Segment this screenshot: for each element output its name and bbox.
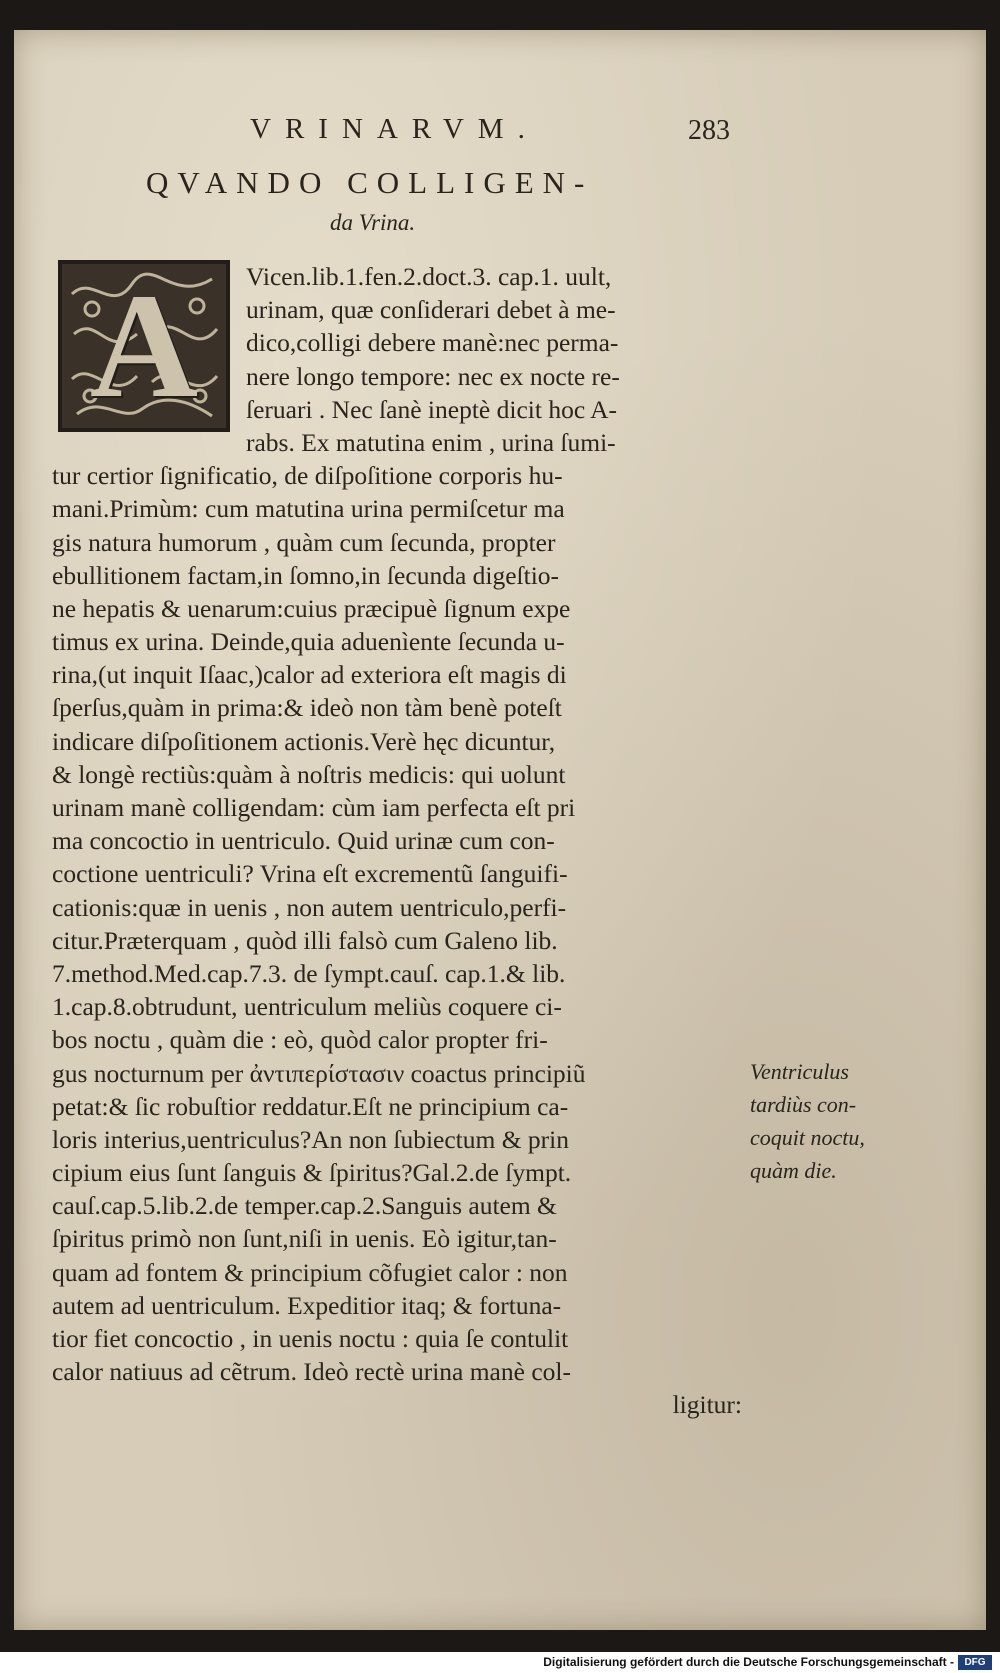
margin-note-line: quàm die.	[750, 1158, 837, 1183]
footer-bar	[0, 1652, 1000, 1673]
text-line: mani.Primùm: cum matutina urina permiſcetur ma	[52, 494, 565, 524]
text-line: calor natiuus ad cẽtrum. Ideò rectè urina manè col-	[52, 1357, 571, 1387]
body-text	[52, 260, 742, 1422]
text-line: bos noctu , quàm die : eò, quòd calor propter fri-	[52, 1025, 548, 1055]
text-line: urinam, quæ conſiderari debet à me-	[246, 295, 616, 325]
text-line: ebullitionem factam,in ſomno,in ſecunda digeſtio-	[52, 560, 560, 590]
text-line: autem ad uentriculum. Expeditior itaq; & fortuna-	[52, 1290, 562, 1320]
dfg-logo: DFG	[958, 1655, 992, 1670]
text-line: urinam manè colligendam: cùm iam perfecta eſt pri	[52, 793, 576, 822]
margin-note-line: tardiùs con-	[750, 1092, 857, 1117]
text-line: rabs. Ex matutina enim , urina ſumi-	[246, 427, 616, 457]
text-line: 1.cap.8.obtrudunt, uentriculum meliùs coquere ci-	[52, 992, 562, 1022]
text-line: rina,(ut inquit Iſaac,)calor ad exteriora eſt magis di	[52, 660, 567, 690]
text-line: ſpiritus primò non ſunt,niſi in uenis. Eò igitur,tan-	[52, 1224, 557, 1254]
page-number: 283	[688, 115, 730, 146]
text-line: & longè rectiùs:quàm à noſtris medicis: qui uolunt	[52, 759, 566, 789]
text-line: ſeruari . Nec ſanè ineptè dicit hoc A-	[246, 394, 618, 424]
running-head: VRINARVM.	[250, 113, 539, 145]
text-line: gus nocturnum per ἀντιπερίστασιν coactus principiũ	[52, 1058, 586, 1088]
text-line: ne hepatis & uenarum:cuius præcipuè ſignum expe	[52, 593, 571, 623]
text-line: timus ex urina. Deinde,quia aduenìente ſecunda u-	[52, 627, 565, 657]
text-line: tur certior ſignificatio, de diſpoſitione corporis hu-	[52, 461, 563, 491]
chapter-title: QVANDO COLLIGEN-	[146, 165, 594, 200]
text-line: cationis:quæ in uenis , non autem uentriculo,perfi-	[52, 892, 567, 922]
margin-note-line: coquit noctu,	[750, 1125, 865, 1150]
margin-note-line: Ventriculus	[750, 1059, 849, 1084]
text-line: ligitur:	[672, 1390, 742, 1420]
text-line: indicare diſpoſitionem actionis.Verè hęc dicuntur,	[52, 726, 556, 756]
initial-letter: A	[89, 263, 199, 429]
text-line: Vicen.lib.1.fen.2.doct.3. cap.1. uult,	[246, 262, 612, 291]
text-line: ma concoctio in uentriculo. Quid urinæ cum con-	[52, 826, 555, 856]
text-line: cipium eius ſunt ſanguis & ſpiritus?Gal.2.de ſympt.	[52, 1158, 572, 1188]
text-line: 7.method.Med.cap.7.3. de ſympt.cauſ. cap.1.& lib.	[52, 958, 566, 988]
text-line: gis natura humorum , quàm cum ſecunda, propter	[52, 527, 556, 557]
text-line: cauſ.cap.5.lib.2.de temper.cap.2.Sanguis autem &	[52, 1191, 557, 1221]
footer-credit: Digitalisierung gefördert durch die Deutsche Forschungsgemeinschaft -	[543, 1655, 954, 1669]
text-line: coctione uentriculi? Vrina eſt excrementũ ſanguifi-	[52, 859, 568, 889]
text-line: dico,colligi debere manè:nec perma-	[246, 328, 619, 358]
text-line: petat:& ſic robuſtior reddatur.Eſt ne principium ca-	[52, 1091, 569, 1121]
chapter-subtitle: da Vrina.	[330, 210, 416, 235]
text-line: ſperſus,quàm in prima:& ideò non tàm benè poteſt	[52, 693, 562, 723]
text-line: nere longo tempore: nec ex nocte re-	[246, 361, 620, 391]
text-line: tior fiet concoctio , in uenis noctu : quia ſe contulit	[52, 1324, 569, 1353]
text-line: citur.Præterquam , quòd illi falsò cum Galeno lib.	[52, 925, 558, 955]
margin-note	[750, 1055, 910, 1187]
text-line: loris interius,uentriculus?An non ſubiectum & prin	[52, 1124, 569, 1154]
text-line: quam ad fontem & principium cõfugiet calor : non	[52, 1257, 568, 1287]
